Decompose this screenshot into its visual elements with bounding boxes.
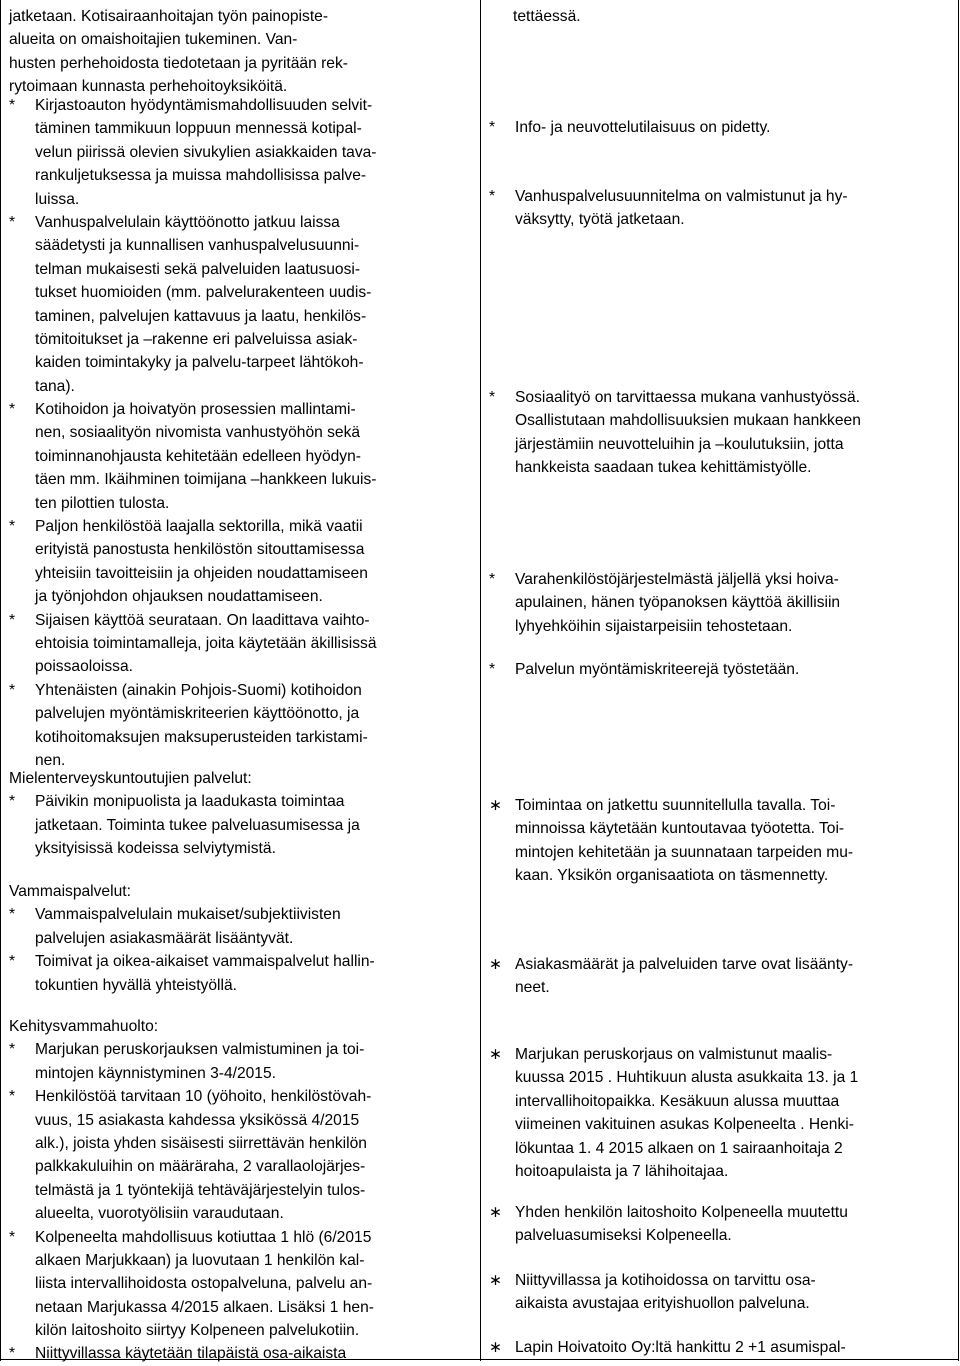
text-line: mintojen käynnistyminen 3-4/2015. (35, 1064, 276, 1082)
section-heading: Kehitysvammahuolto: (9, 1018, 159, 1035)
text-line: Info- ja neuvottelutilaisuus on pidetty. (515, 119, 771, 136)
text-line: alk.), joista yhden sisäisesti siirrettävän henkilön (35, 1134, 367, 1152)
text-line: kuussa 2015 . Huhtikuun alusta asukkaita 13. ja 1 (515, 1069, 859, 1087)
text-line: tömitoitukset ja –rakenne eri palveluissa asiak- (35, 330, 358, 348)
list-item (9, 609, 377, 679)
text-line: netaan Marjukassa 4/2015 alkaen. Lisäksi 1 hen- (35, 1298, 374, 1316)
text-line: Paljon henkilöstöä laajalla sektorilla, mikä vaatii (35, 518, 363, 536)
text-line: rytoimaan kunnasta perhehoitoyksiköitä. (9, 78, 288, 96)
text-line: alueelta, vuorotyölisiin varaudutaan. (35, 1205, 284, 1223)
text-line: tana). (35, 377, 75, 395)
section-heading: Vammaispalvelut: (9, 883, 131, 900)
text-line: taminen, palvelujen kattavuus ja laatu, henkilös- (35, 307, 367, 325)
status-item (489, 658, 799, 681)
list-item (489, 794, 853, 888)
list-item (489, 1336, 846, 1359)
status-item (489, 1043, 858, 1183)
status-item (489, 1201, 848, 1248)
status-item (489, 185, 848, 232)
text-line: Päivikin monipuolista ja laadukasta toimintaa (35, 793, 345, 811)
bullet-asterisk-icon: * (9, 1041, 16, 1059)
text-line: Varahenkilöstöjärjestelmästä jäljellä yksi hoiva- (515, 571, 839, 588)
list-item (489, 1269, 816, 1316)
status-item (489, 953, 853, 1000)
text-line: mintojen kehitetään ja suunnataan tarpeiden mu- (515, 843, 854, 861)
text-line: nen. (35, 751, 66, 769)
bullet-asterisk-icon: * (9, 401, 16, 419)
text-line: poissaoloissa. (35, 658, 133, 676)
status-item (489, 794, 853, 888)
text-line: alueita on omaishoitajien tukeminen. Van- (9, 31, 298, 49)
text-line: aikaista avustajaa erityishuollon palveluna. (515, 1295, 810, 1313)
text-line: palkkakuluihin on määräraha, 2 varallaolojärjes- (35, 1158, 366, 1176)
bullet-asterisk-icon: * (9, 97, 16, 114)
list-item (489, 116, 770, 139)
text-line: Sijaisen käyttöä seurataan. On laadittava vaihto- (35, 611, 370, 629)
text-line: Niittyvillassa ja kotihoidossa on tarvittu osa- (515, 1272, 816, 1289)
text-line: Vanhuspalvelusuunnitelma on valmistunut ja hy- (515, 188, 848, 205)
text-line: apulainen, hänen työpanoksen käyttöä äkillisiin (515, 594, 841, 612)
section-heading: Mielenterveyskuntoutujien palvelut: (9, 770, 252, 787)
bullet-asterisk-icon: * (489, 661, 496, 678)
status-item (489, 116, 770, 139)
text-line: kaiden toimintakyky ja palvelu-tarpeet lähtökoh- (35, 354, 364, 372)
text-line: yksityisissä kodeissa selviytymistä. (35, 840, 276, 858)
text-line: Marjukan peruskorjaus on valmistunut maalis- (515, 1046, 833, 1063)
text-line: Lapin Hoivatoito Oy:ltä hankittu 2 +1 asumispal- (515, 1339, 846, 1356)
text-line: palveluasumiseksi Kolpeneella. (515, 1227, 732, 1245)
bullet-asterisk-icon: * (9, 906, 16, 924)
bullet-asterisk-icon: * (9, 518, 16, 536)
text-line: väksytty, työtä jatketaan. (515, 211, 685, 229)
text-line: lyhyehköihin sijaistarpeisiin tehostetaan. (515, 617, 793, 635)
elderly-care-list (9, 94, 377, 772)
bullet-asterisk-icon: * (489, 119, 496, 136)
table-left-border (0, 0, 1, 1361)
bullet-asterisk-icon: * (9, 611, 16, 629)
bullet-asterisk-icon: ∗ (489, 1272, 503, 1289)
list-item (9, 1342, 374, 1365)
table-right-border (958, 0, 959, 1361)
text-line: Henkilöstöä tarvitaan 10 (yöhoito, henkilöstövah- (35, 1088, 372, 1106)
status-item (489, 1269, 816, 1316)
text-line: Marjukan peruskorjauksen valmistuminen ja toi- (35, 1041, 365, 1059)
list-item (9, 515, 377, 609)
text-line: Sosiaalityö on tarvittaessa mukana vanhustyössä. (515, 389, 860, 406)
bullet-asterisk-icon: * (9, 681, 16, 699)
text-line: Kirjastoauton hyödyntämismahdollisuuden selvit- (35, 97, 373, 114)
list-item (489, 185, 848, 232)
text-line: ten pilottien tulosta. (35, 494, 170, 512)
list-item (9, 1085, 374, 1225)
list-item (489, 1043, 858, 1183)
text-line: kaan. Yksikön organisaatiota on täsmennetty. (515, 867, 829, 885)
bullet-asterisk-icon: * (9, 213, 16, 231)
text-line: Vanhuspalvelulain käyttöönotto jatkuu laissa (35, 213, 340, 231)
text-line: hankkeista saadaan tukea kehittämistyölle. (515, 459, 812, 477)
list-item (9, 950, 375, 997)
text-line: tukset huomioiden (mm. palvelurakenteen uudis- (35, 284, 372, 302)
list-item (9, 211, 377, 398)
list-item (489, 953, 853, 1000)
bullet-asterisk-icon: * (9, 1345, 16, 1363)
table-column-divider (480, 0, 481, 1361)
text-line: viimeinen vakituinen asukas Kolpeneelta . Henki- (515, 1116, 854, 1134)
list-item (9, 398, 377, 515)
text-line: Palvelun myöntämiskriteerejä työstetään. (515, 661, 800, 678)
list-item (9, 1226, 374, 1343)
list-item (9, 790, 360, 860)
list-item (9, 679, 377, 773)
list-item (489, 568, 840, 638)
text-line: Vammaispalvelulain mukaiset/subjektiivisten (35, 906, 341, 924)
text-line: täen mm. Ikäihminen toimijana –hankkeen lukuis- (35, 471, 377, 489)
text-line: velun piirissä olevien sivukylien asiakkaiden tava- (35, 143, 377, 161)
status-item (489, 1336, 846, 1359)
text-line: vuus, 15 asiakasta kahdessa yksikössä 4/2015 (35, 1111, 360, 1129)
text-line: yhteisiin tavoitteisiin ja ohjeiden noudattamiseen (35, 564, 368, 582)
text-line: alkaen Marjukkaan) ja luovutaan 1 henkilön kal- (35, 1251, 365, 1269)
text-line: Kolpeneelta mahdollisuus kotiuttaa 1 hlö (6/2015 (35, 1228, 372, 1246)
text-line: toiminnanohjausta kehitetään edelleen hyödyn- (35, 447, 361, 465)
text-line: hoitoapulaista ja 7 lähihoitajaa. (515, 1162, 729, 1180)
bullet-asterisk-icon: * (489, 571, 496, 588)
status-item (489, 568, 840, 638)
left-continuation-text (9, 5, 348, 99)
list-item (489, 386, 861, 480)
text-line: Toimintaa on jatkettu suunnitellulla tavalla. Toi- (515, 797, 836, 814)
text-line: Kotihoidon ja hoivatyön prosessien mallintami- (35, 401, 356, 419)
bullet-asterisk-icon: * (9, 1088, 16, 1106)
text-line: husten perhehoidosta tiedotetaan ja pyritään rek- (9, 54, 348, 72)
text-line: täminen tammikuun loppuun mennessä kotipal- (35, 120, 362, 138)
text-line: ja työnjohdon ohjauksen noudattamiseen. (35, 588, 323, 606)
text-line: telman mukaisesti sekä palveluiden laatusuosi- (35, 260, 361, 278)
text-line: Toimivat ja oikea-aikaiset vammaispalvelut hallin- (35, 953, 375, 971)
bullet-asterisk-icon: ∗ (489, 956, 503, 973)
status-item (489, 386, 861, 480)
text-line: järjestämiin neuvotteluihin ja –koulutuksiin, jotta (515, 435, 844, 453)
bullet-asterisk-icon: ∗ (489, 1204, 503, 1221)
text-line: intervallihoitopaikka. Kesäkuun alussa muuttaa (515, 1092, 840, 1110)
text-line: telmästä ja 1 työntekijä tehtäväjärjestelyin tulos- (35, 1181, 366, 1199)
right-continuation-text (513, 5, 581, 28)
intellectual-disability-section (9, 1015, 374, 1366)
bullet-asterisk-icon: * (489, 188, 496, 205)
text-line: tettäessä. (513, 8, 581, 25)
text-line: ehtoisia toimintamalleja, joita käytetään äkillisissä (35, 634, 377, 652)
bullet-asterisk-icon: ∗ (489, 1046, 503, 1063)
text-line: jatketaan. Kotisairaanhoitajan työn painopiste- (9, 8, 329, 25)
text-line: lökuntaa 1. 4 2015 alkaen on 1 sairaanhoitaja 2 (515, 1139, 843, 1157)
text-line: Asiakasmäärät ja palveluiden tarve ovat lisäänty- (515, 956, 854, 973)
list-item (9, 94, 377, 211)
text-line: rankuljetuksessa ja muissa mahdollisissa palve- (35, 167, 367, 185)
list-item (9, 1038, 374, 1085)
text-line: palvelujen asiakasmäärät lisääntyvät. (35, 929, 294, 947)
text-line: minnoissa käytetään kuntoutavaa työotetta. Toi- (515, 820, 845, 838)
bullet-asterisk-icon: * (9, 1228, 16, 1246)
text-line: Niittyvillassa käytetään tilapäistä osa-aikaista (35, 1345, 347, 1363)
text-line: tokuntien hyvällä yhteistyöllä. (35, 976, 237, 994)
text-line: kotihoitomaksujen maksuperusteiden tarkistami- (35, 728, 368, 746)
list-item (489, 658, 799, 681)
text-line: nen, sosiaalityön nivomista vanhustyöhön sekä (35, 424, 361, 442)
bullet-asterisk-icon: * (9, 953, 16, 971)
bullet-asterisk-icon: * (9, 793, 16, 811)
text-line: luissa. (35, 190, 80, 208)
text-line: säädetysti ja kunnallisen vanhuspalvelusuunni- (35, 237, 360, 255)
list-item (9, 903, 375, 950)
text-line: kilön laitoshoito siirtyy Kolpeneen palvelukotiin. (35, 1322, 360, 1340)
disability-services-section (9, 880, 375, 997)
list-item (489, 1201, 848, 1248)
bullet-asterisk-icon: ∗ (489, 797, 503, 814)
text-line: liista intervallihoidosta ostopalveluna, palvelu an- (35, 1275, 373, 1293)
text-line: jatketaan. Toiminta tukee palveluasumisessa ja (35, 816, 360, 834)
text-line: neet. (515, 979, 550, 997)
text-line: Yhtenäisten (ainakin Pohjois-Suomi) kotihoidon (35, 681, 362, 699)
text-line: Yhden henkilön laitoshoito Kolpeneella muutettu (515, 1204, 848, 1221)
text-line: Osallistutaan mahdollisuuksien mukaan hankkeen (515, 412, 861, 430)
bullet-asterisk-icon: ∗ (489, 1339, 503, 1356)
text-line: erityistä panostusta henkilöstön sitouttamisessa (35, 541, 365, 559)
text-line: palvelujen myöntämiskriteerien käyttöönotto, ja (35, 705, 360, 723)
mental-health-section (9, 767, 360, 861)
bullet-asterisk-icon: * (489, 389, 496, 406)
